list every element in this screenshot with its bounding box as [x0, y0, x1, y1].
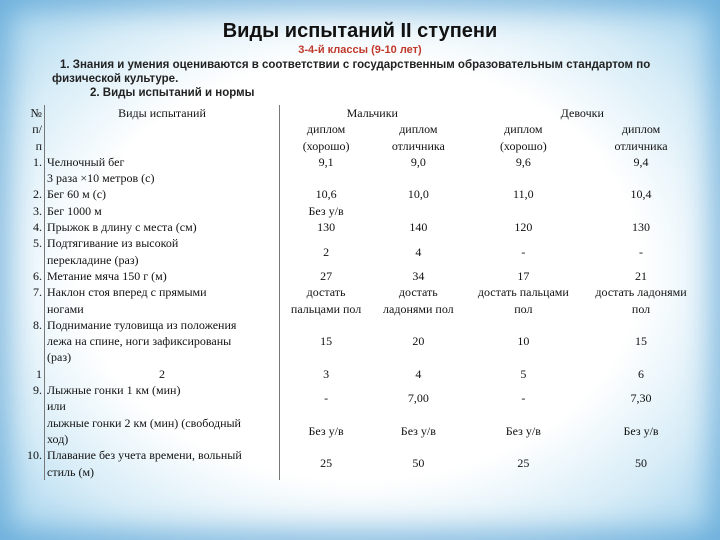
- table-row: [20, 235, 700, 268]
- row-boys-good-line: пальцами пол: [290, 301, 362, 316]
- row-boys-good: 9,1: [318, 154, 334, 169]
- row-girls-good: 17: [517, 268, 530, 283]
- table-row: [20, 203, 700, 219]
- row-girls-excellent: 50: [635, 456, 648, 471]
- row-boys-excellent: [372, 284, 464, 317]
- header-name: Виды испытаний: [45, 105, 280, 154]
- row-test-name-line: Бег 1000 м: [47, 203, 102, 218]
- row-girls-good-line: пол: [514, 301, 533, 316]
- row-test-name: [45, 154, 280, 187]
- row-number: 6.: [20, 268, 45, 284]
- page-title: Виды испытаний II ступени: [222, 20, 498, 42]
- row-test-name-line: Плавание без учета времени, вольный: [47, 448, 242, 463]
- row-test-name-line: Поднимание туловища из положения: [47, 317, 237, 332]
- intro-text: [52, 58, 692, 100]
- header-boys: Мальчики: [346, 106, 398, 120]
- row-boys-excellent: [372, 203, 464, 219]
- row-boys-good: Без у/в: [308, 423, 344, 438]
- row-number: 4.: [20, 219, 45, 235]
- row-test-name: [45, 284, 280, 317]
- row-boys-excellent: 20: [412, 334, 425, 349]
- row-test-name-line: лежа на спине, ноги зафиксированы: [47, 334, 232, 349]
- row-test-name: [45, 447, 280, 480]
- header-girls-excellent: диплом отличника: [614, 122, 668, 153]
- row-test-name-line: Челночный бег: [47, 154, 125, 169]
- row-boys-good: 10,6: [315, 187, 337, 202]
- row-girls-excellent: 130: [632, 220, 651, 235]
- row-girls-excellent: 9,4: [633, 154, 649, 169]
- row-test-name: [45, 268, 280, 284]
- row-boys-excellent-line: ладонями пол: [383, 301, 454, 316]
- row-test-name-line: Прыжок в длину с места (см): [47, 220, 197, 235]
- row-girls-good: [465, 284, 583, 317]
- row-boys-excellent: 10,0: [407, 187, 429, 202]
- row-boys-good-line: достать: [306, 285, 346, 300]
- row-test-name-line: Лыжные гонки 1 км (мин): [47, 383, 181, 398]
- row-girls-excellent: 7,30: [630, 391, 652, 406]
- row-test-name-line: стиль (м): [47, 464, 95, 479]
- row-test-name: [45, 366, 280, 382]
- row-number: 1.: [20, 154, 45, 187]
- row-test-name-line: или: [47, 399, 66, 414]
- row-boys-good: 25: [320, 456, 333, 471]
- row-number: 7.: [20, 284, 45, 317]
- row-number: 1: [20, 366, 45, 382]
- row-boys-excellent: 7,00: [407, 391, 429, 406]
- row-test-name: [45, 219, 280, 235]
- row-boys-excellent: 140: [409, 220, 428, 235]
- row-girls-excellent-line: достать ладонями: [595, 285, 687, 300]
- table-row: [20, 154, 700, 187]
- row-boys-good: 3: [323, 366, 330, 381]
- row-test-name-line: Наклон стоя вперед с прямыми: [47, 285, 207, 300]
- row-girls-good: 25: [517, 456, 530, 471]
- row-boys-good: 27: [320, 268, 333, 283]
- row-test-name: [45, 382, 280, 415]
- row-number: 3.: [20, 203, 45, 219]
- row-number: 5.: [20, 235, 45, 268]
- table-row: [20, 382, 700, 415]
- row-test-name-line: ногами: [47, 301, 84, 316]
- table-row: [20, 366, 700, 382]
- row-boys-good: -: [324, 391, 329, 406]
- row-test-name: [45, 415, 280, 448]
- row-test-name: [45, 186, 280, 202]
- row-girls-excellent: [582, 203, 700, 219]
- row-girls-excellent: 15: [635, 334, 648, 349]
- row-test-name-line: Подтягивание из высокой: [47, 236, 179, 251]
- row-test-name-line: (раз): [47, 350, 72, 365]
- row-test-name-line: Метание мяча 150 г (м): [47, 268, 167, 283]
- header-girls-good: диплом (хорошо): [499, 122, 547, 153]
- header-boys-excellent: диплом отличника: [391, 122, 445, 153]
- row-number: 9.: [20, 382, 45, 415]
- header-row: [20, 105, 700, 121]
- row-test-name: [45, 203, 280, 219]
- intro-line-2: 2. Виды испытаний и нормы: [90, 87, 255, 99]
- row-test-name-line: ход): [47, 431, 69, 446]
- row-test-name: [45, 317, 280, 366]
- row-boys-excellent: 50: [412, 456, 425, 471]
- row-test-name-line: 3 раза ×10 метров (с): [47, 171, 155, 186]
- row-test-name-line: лыжные гонки 2 км (мин) (свободный: [47, 415, 241, 430]
- header-no: № п/ п: [20, 105, 45, 154]
- row-number: [20, 415, 45, 448]
- row-test-name-line: Бег 60 м (с): [47, 187, 107, 202]
- row-boys-good: Без у/в: [308, 203, 344, 218]
- row-girls-excellent: 10,4: [630, 187, 652, 202]
- table-row: [20, 415, 700, 448]
- table-row: [20, 317, 700, 366]
- row-boys-excellent: 9,0: [410, 154, 426, 169]
- row-boys-good: 15: [320, 334, 333, 349]
- row-girls-excellent: [582, 284, 700, 317]
- row-girls-good: [465, 203, 583, 219]
- row-boys-excellent: 34: [412, 268, 425, 283]
- norms-table: [20, 105, 700, 480]
- table-row: [20, 268, 700, 284]
- row-girls-good: Без у/в: [505, 423, 541, 438]
- row-number: 8.: [20, 317, 45, 366]
- row-boys-excellent: 4: [415, 244, 422, 259]
- row-girls-good: 5: [520, 366, 527, 381]
- header-girls: Девочки: [560, 106, 604, 120]
- intro-line-1: 1. Знания и умения оцениваются в соответствии с государственным образовательным стандартом по физической культуре.: [52, 59, 651, 85]
- row-boys-excellent: Без у/в: [400, 423, 436, 438]
- row-number: 2.: [20, 186, 45, 202]
- row-boys-good: 2: [323, 244, 330, 259]
- row-girls-excellent: 6: [638, 366, 645, 381]
- row-girls-good: 10: [517, 334, 530, 349]
- row-girls-good: 120: [514, 220, 533, 235]
- row-test-name-line: 2: [159, 366, 165, 381]
- table-row: [20, 186, 700, 202]
- row-test-name: [45, 235, 280, 268]
- table-body: [20, 154, 700, 480]
- row-girls-excellent: -: [639, 244, 644, 259]
- row-girls-good: -: [521, 391, 526, 406]
- row-girls-good: 9,6: [515, 154, 531, 169]
- page-subtitle: 3-4-й классы (9-10 лет): [298, 44, 422, 56]
- row-girls-excellent: Без у/в: [623, 423, 659, 438]
- table-row: [20, 219, 700, 235]
- row-boys-good: 130: [317, 220, 336, 235]
- row-boys-good: [280, 284, 373, 317]
- row-girls-good-line: достать пальцами: [477, 285, 569, 300]
- row-girls-good: 11,0: [513, 187, 534, 202]
- table-row: [20, 284, 700, 317]
- row-girls-good: -: [521, 244, 526, 259]
- row-boys-excellent: 4: [415, 366, 422, 381]
- row-test-name-line: перекладине (раз): [47, 252, 139, 267]
- row-number: 10.: [20, 447, 45, 480]
- row-girls-excellent-line: пол: [631, 301, 651, 316]
- row-boys-excellent-line: достать: [398, 285, 438, 300]
- header-boys-good: диплом (хорошо): [302, 122, 350, 153]
- table-row: [20, 447, 700, 480]
- row-girls-excellent: 21: [635, 268, 648, 283]
